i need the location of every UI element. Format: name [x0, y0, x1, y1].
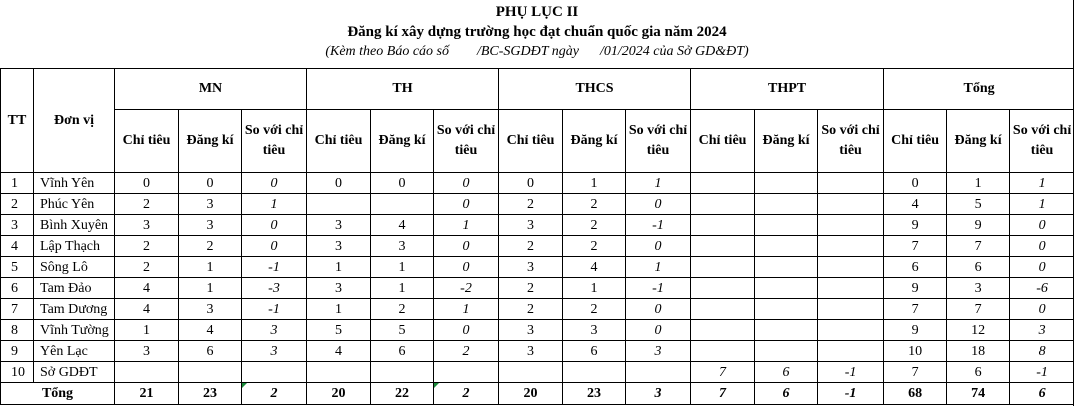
table-cell: 3 — [371, 236, 434, 257]
table-cell: 3 — [499, 341, 563, 362]
total-cell: 2 — [242, 383, 307, 405]
table-cell — [691, 257, 755, 278]
table-cell: 1 — [371, 257, 434, 278]
table-cell: 1 — [626, 173, 691, 194]
table-cell — [179, 362, 242, 383]
table-cell — [691, 341, 755, 362]
header-group-thpt: THPT — [691, 69, 884, 110]
table-cell: 6 — [947, 362, 1010, 383]
table-cell: 0 — [179, 173, 242, 194]
table-cell — [499, 362, 563, 383]
table-cell: 2 — [499, 278, 563, 299]
subheader-cell: So với chỉ tiêu — [626, 110, 691, 173]
table-cell: 6 — [947, 257, 1010, 278]
table-cell — [691, 173, 755, 194]
table-cell: 3 — [179, 299, 242, 320]
subheader-cell: So với chỉ tiêu — [1010, 110, 1074, 173]
table-cell: 6 — [179, 341, 242, 362]
subheader-cell: So với chỉ tiêu — [242, 110, 307, 173]
table-cell: 7 — [691, 362, 755, 383]
subheader-cell: Chỉ tiêu — [115, 110, 179, 173]
total-cell: -1 — [818, 383, 884, 405]
table-row — [1, 194, 1074, 215]
table-cell — [371, 362, 434, 383]
table-cell: 2 — [563, 299, 626, 320]
header-group-total: Tổng — [884, 69, 1074, 110]
table-cell: 0 — [1010, 236, 1074, 257]
table-cell: 0 — [626, 320, 691, 341]
header-tt: TT — [1, 69, 34, 173]
table-cell — [755, 320, 818, 341]
header-unit: Đơn vị — [34, 69, 115, 173]
total-cell: 6 — [755, 383, 818, 405]
total-cell: 2 — [434, 383, 499, 405]
table-cell: 7 — [884, 299, 947, 320]
table-cell: 0 — [434, 173, 499, 194]
table-cell: 4 — [115, 278, 179, 299]
table-cell: 6 — [884, 257, 947, 278]
row-number: 1 — [1, 173, 34, 194]
row-unit: Sở GDĐT — [34, 362, 115, 383]
table-cell — [242, 362, 307, 383]
table-cell: 3 — [242, 341, 307, 362]
table-cell: 1 — [179, 257, 242, 278]
table-cell: 3 — [947, 278, 1010, 299]
subheader-cell: Chỉ tiêu — [884, 110, 947, 173]
total-cell: 22 — [371, 383, 434, 405]
table-cell: 1 — [1010, 194, 1074, 215]
table-cell: 6 — [755, 362, 818, 383]
table-cell: 3 — [179, 194, 242, 215]
table-cell — [434, 362, 499, 383]
table-cell: 2 — [371, 299, 434, 320]
table-cell: 2 — [434, 341, 499, 362]
table-cell: 0 — [1010, 257, 1074, 278]
subheader-cell: Chỉ tiêu — [307, 110, 371, 173]
table-cell: 4 — [179, 320, 242, 341]
table-cell: 3 — [563, 320, 626, 341]
table-cell: 18 — [947, 341, 1010, 362]
table-cell — [755, 215, 818, 236]
table-cell — [818, 194, 884, 215]
row-number: 2 — [1, 194, 34, 215]
document-subtitle: Đăng kí xây dựng trường học đạt chuẩn quốc gia năm 2024 — [347, 24, 727, 40]
table-cell: 1 — [434, 215, 499, 236]
table-cell: 0 — [626, 194, 691, 215]
table-cell: 3 — [499, 215, 563, 236]
table-cell: 3 — [307, 236, 371, 257]
table-cell: 3 — [499, 320, 563, 341]
table-cell: 7 — [947, 299, 1010, 320]
table-cell: 6 — [563, 341, 626, 362]
table-cell: 1 — [563, 173, 626, 194]
table-cell: 1 — [434, 299, 499, 320]
row-unit: Vĩnh Tường — [34, 320, 115, 341]
header-group-mn: MN — [115, 69, 307, 110]
table-cell: 1 — [242, 194, 307, 215]
table-cell: 0 — [884, 173, 947, 194]
table-cell — [626, 362, 691, 383]
subheader-cell: Đăng kí — [755, 110, 818, 173]
row-number: 6 — [1, 278, 34, 299]
row-unit: Yên Lạc — [34, 341, 115, 362]
table-cell: 3 — [179, 215, 242, 236]
table-cell: 3 — [626, 341, 691, 362]
table-cell: -1 — [242, 299, 307, 320]
appendix-title: PHỤ LỤC II — [495, 4, 579, 20]
table-cell: 0 — [307, 173, 371, 194]
table-cell — [818, 278, 884, 299]
row-number: 4 — [1, 236, 34, 257]
table-cell: 2 — [563, 194, 626, 215]
total-cell: 23 — [179, 383, 242, 405]
total-cell: 74 — [947, 383, 1010, 405]
row-unit: Phúc Yên — [34, 194, 115, 215]
document-note: (Kèm theo Báo cáo số /BC-SGDĐT ngày /01/2024 của Sở GD&ĐT) — [325, 44, 749, 59]
table-cell — [755, 173, 818, 194]
table-cell: 1 — [947, 173, 1010, 194]
row-unit: Tam Dương — [34, 299, 115, 320]
total-cell: 7 — [691, 383, 755, 405]
header-group-thcs: THCS — [499, 69, 691, 110]
table-cell: 0 — [626, 299, 691, 320]
total-cell: 68 — [884, 383, 947, 405]
table-cell: 4 — [563, 257, 626, 278]
table-cell: 2 — [115, 236, 179, 257]
table-row — [1, 299, 1074, 320]
table-cell — [115, 362, 179, 383]
table-cell: 3 — [242, 320, 307, 341]
table-cell: 0 — [434, 236, 499, 257]
table-cell: 9 — [884, 278, 947, 299]
table-cell: 1 — [307, 299, 371, 320]
table-cell — [818, 257, 884, 278]
total-cell: 20 — [499, 383, 563, 405]
table-cell: 3 — [115, 341, 179, 362]
table-cell: 9 — [884, 320, 947, 341]
table-cell — [691, 215, 755, 236]
table-row — [1, 341, 1074, 362]
row-unit: Vĩnh Yên — [34, 173, 115, 194]
total-label: Tổng — [1, 383, 115, 405]
table-cell: 0 — [115, 173, 179, 194]
table-cell: 6 — [371, 341, 434, 362]
table-row — [1, 362, 1074, 383]
table-cell: 5 — [371, 320, 434, 341]
table-row — [1, 173, 1074, 194]
table-cell — [307, 362, 371, 383]
table-cell: 0 — [242, 236, 307, 257]
total-row — [1, 383, 1074, 405]
table-cell — [818, 341, 884, 362]
table-cell — [691, 236, 755, 257]
table-cell: 10 — [884, 341, 947, 362]
table-cell: -3 — [242, 278, 307, 299]
table-cell: 1 — [179, 278, 242, 299]
table-cell: 0 — [242, 215, 307, 236]
table-cell — [755, 341, 818, 362]
table-cell: 1 — [626, 257, 691, 278]
table-cell: 2 — [499, 299, 563, 320]
table-row — [1, 320, 1074, 341]
table-cell: 0 — [499, 173, 563, 194]
table-cell: 1 — [1010, 173, 1074, 194]
subheader-cell: Đăng kí — [371, 110, 434, 173]
row-number: 8 — [1, 320, 34, 341]
table-cell: 2 — [115, 194, 179, 215]
table-cell: 3 — [499, 257, 563, 278]
table-cell: 1 — [307, 257, 371, 278]
table-cell — [691, 194, 755, 215]
table-cell: 9 — [884, 215, 947, 236]
table-cell: -6 — [1010, 278, 1074, 299]
table-cell — [755, 194, 818, 215]
table-cell: 7 — [947, 236, 1010, 257]
total-cell: 20 — [307, 383, 371, 405]
table-cell: 1 — [563, 278, 626, 299]
table-cell: 2 — [499, 236, 563, 257]
subheader-cell: Đăng kí — [179, 110, 242, 173]
row-unit: Lập Thạch — [34, 236, 115, 257]
row-number: 3 — [1, 215, 34, 236]
table-cell — [755, 299, 818, 320]
table-cell — [755, 278, 818, 299]
table-cell: -2 — [434, 278, 499, 299]
table-cell — [818, 236, 884, 257]
row-number: 9 — [1, 341, 34, 362]
table-cell: 7 — [884, 236, 947, 257]
table-cell: 0 — [434, 257, 499, 278]
table-cell: 2 — [563, 236, 626, 257]
table-cell — [818, 299, 884, 320]
subheader-cell: Đăng kí — [563, 110, 626, 173]
registration-table — [0, 68, 1074, 405]
row-unit: Bình Xuyên — [34, 215, 115, 236]
row-number: 5 — [1, 257, 34, 278]
table-cell: 4 — [371, 215, 434, 236]
table-cell: -1 — [626, 215, 691, 236]
table-cell: 9 — [947, 215, 1010, 236]
table-row — [1, 257, 1074, 278]
table-cell: 3 — [307, 215, 371, 236]
subheader-cell: Chỉ tiêu — [499, 110, 563, 173]
table-cell: 0 — [626, 236, 691, 257]
table-cell: 0 — [1010, 299, 1074, 320]
table-cell — [691, 320, 755, 341]
table-cell: 5 — [307, 320, 371, 341]
table-cell — [691, 278, 755, 299]
table-cell: 2 — [563, 215, 626, 236]
header-group-th: TH — [307, 69, 499, 110]
table-cell: 5 — [947, 194, 1010, 215]
row-unit: Sông Lô — [34, 257, 115, 278]
table-cell: -1 — [1010, 362, 1074, 383]
table-cell — [818, 320, 884, 341]
table-cell — [563, 362, 626, 383]
table-cell: -1 — [818, 362, 884, 383]
table-cell: 3 — [1010, 320, 1074, 341]
table-row — [1, 215, 1074, 236]
table-cell — [818, 173, 884, 194]
table-cell — [691, 299, 755, 320]
table-cell — [755, 257, 818, 278]
table-row — [1, 236, 1074, 257]
table-cell: 12 — [947, 320, 1010, 341]
table-cell: 0 — [242, 173, 307, 194]
subheader-cell: So với chỉ tiêu — [434, 110, 499, 173]
row-number: 10 — [1, 362, 34, 383]
table-cell: 0 — [434, 320, 499, 341]
table-cell: 8 — [1010, 341, 1074, 362]
table-cell: 0 — [1010, 215, 1074, 236]
table-cell: 7 — [884, 362, 947, 383]
table-cell — [307, 194, 371, 215]
subheader-cell: Đăng kí — [947, 110, 1010, 173]
table-cell — [818, 215, 884, 236]
table-row — [1, 278, 1074, 299]
table-cell: -1 — [242, 257, 307, 278]
table-cell: 0 — [371, 173, 434, 194]
total-cell: 3 — [626, 383, 691, 405]
table-cell — [371, 194, 434, 215]
table-cell: 2 — [179, 236, 242, 257]
table-cell: 2 — [499, 194, 563, 215]
row-unit: Tam Đảo — [34, 278, 115, 299]
table-cell — [755, 236, 818, 257]
table-cell: 2 — [115, 257, 179, 278]
table-cell: 0 — [434, 194, 499, 215]
row-number: 7 — [1, 299, 34, 320]
total-cell: 6 — [1010, 383, 1074, 405]
total-cell: 21 — [115, 383, 179, 405]
total-cell: 23 — [563, 383, 626, 405]
table-cell: 1 — [371, 278, 434, 299]
table-cell: 4 — [115, 299, 179, 320]
table-cell: 3 — [307, 278, 371, 299]
subheader-cell: So với chỉ tiêu — [818, 110, 884, 173]
table-cell: 4 — [307, 341, 371, 362]
table-cell: 3 — [115, 215, 179, 236]
subheader-cell: Chỉ tiêu — [691, 110, 755, 173]
table-cell: 4 — [884, 194, 947, 215]
table-cell: 1 — [115, 320, 179, 341]
table-cell: -1 — [626, 278, 691, 299]
